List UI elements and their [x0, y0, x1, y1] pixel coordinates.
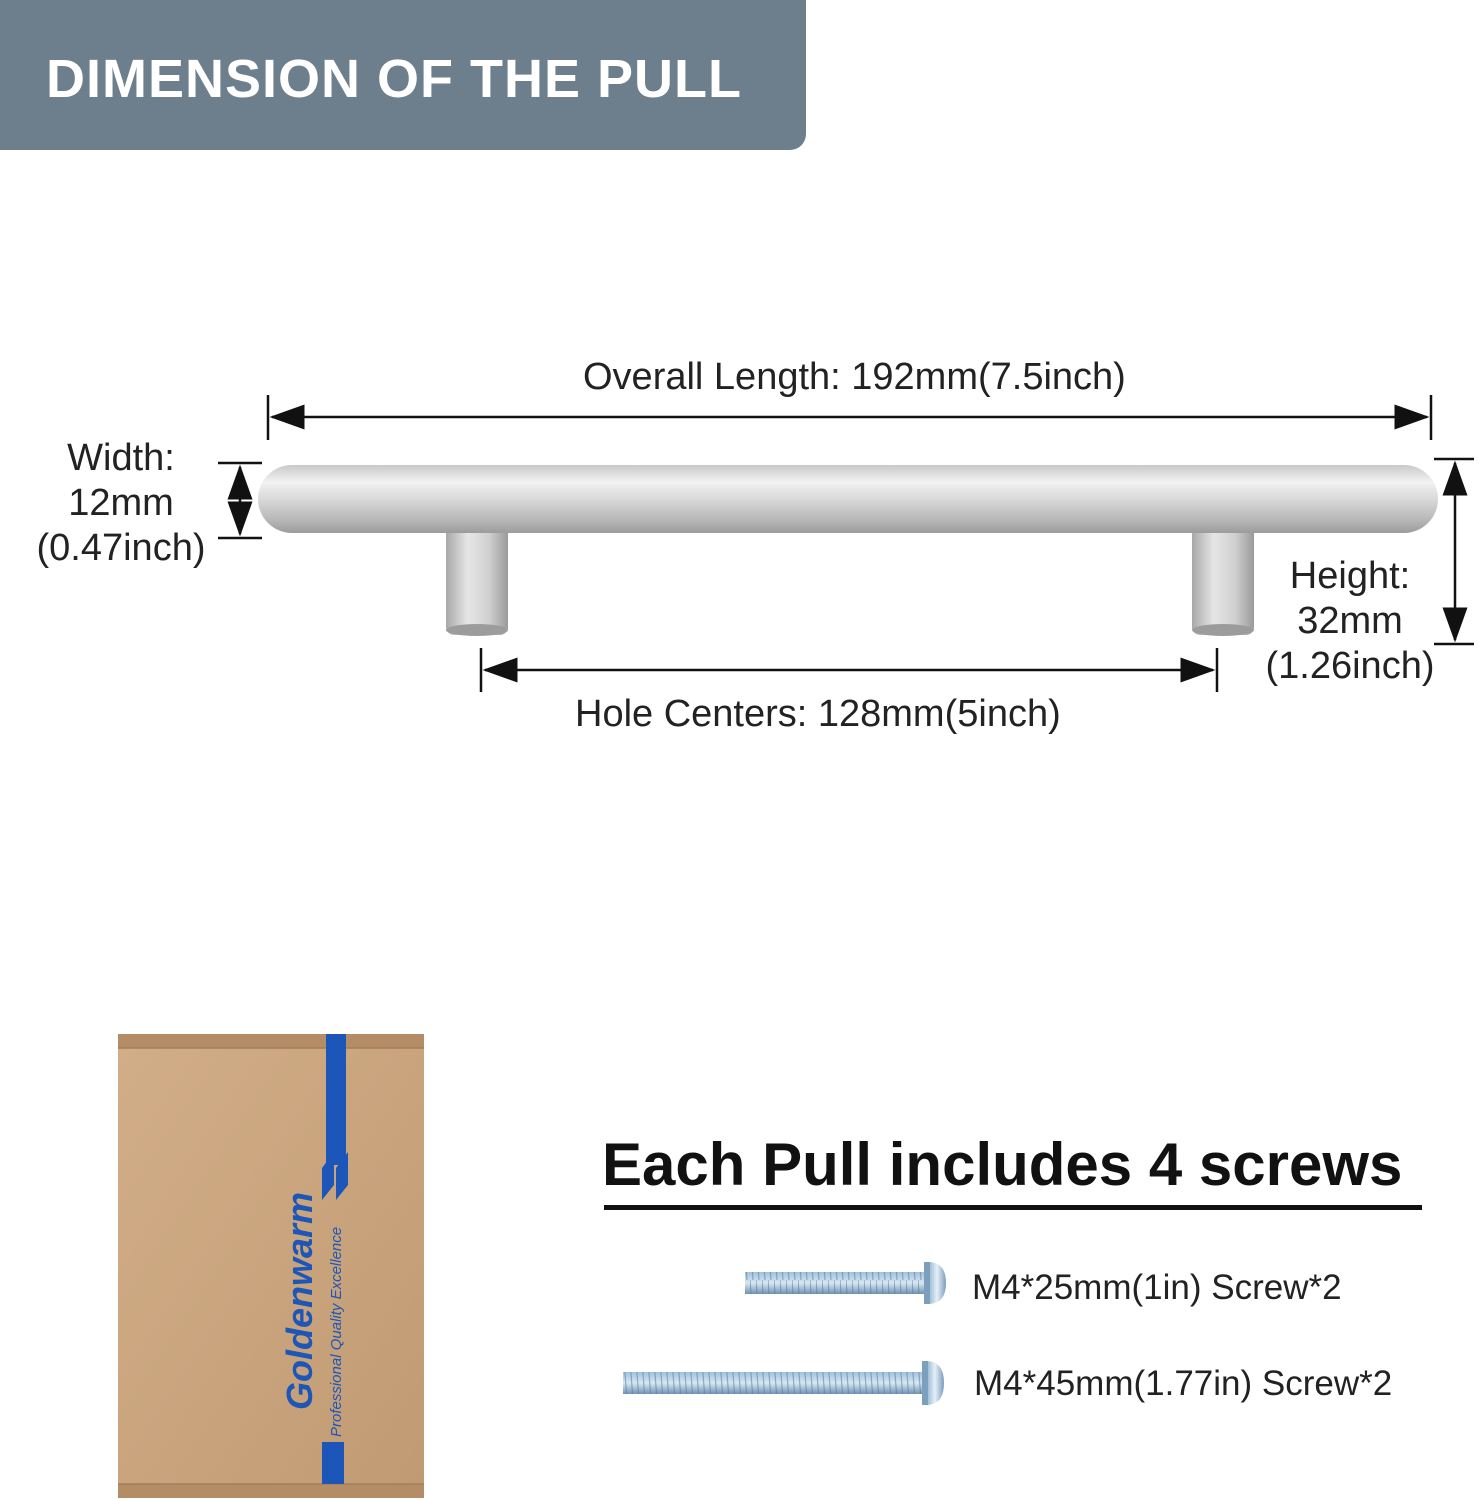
width-label-line: (0.47inch)	[36, 526, 206, 569]
width-label-line: Width:	[67, 437, 175, 479]
hole-centers-label: Hole Centers: 128mm(5inch)	[575, 693, 1061, 735]
screw-short-image	[745, 1262, 946, 1304]
cabinet-pull-image	[258, 465, 1438, 636]
overall-length-arrow	[268, 395, 1431, 440]
screw-long-image	[623, 1361, 944, 1405]
heading-underline	[604, 1205, 1422, 1210]
screw-short-label: M4*25mm(1in) Screw*2	[972, 1268, 1342, 1307]
brand-logo-text: Goldenwarm	[279, 1191, 320, 1410]
height-label	[1262, 554, 1438, 688]
height-label-line: (1.26inch)	[1265, 644, 1435, 687]
screw-long-label: M4*45mm(1.77in) Screw*2	[974, 1364, 1393, 1403]
overall-length-label: Overall Length: 192mm(7.5inch)	[583, 356, 1126, 398]
height-label-line: 32mm	[1297, 599, 1403, 642]
height-label-line: Height:	[1289, 555, 1411, 597]
packaging-box-image	[118, 1034, 424, 1498]
hole-centers-arrow	[481, 648, 1217, 692]
width-label-line: 12mm	[68, 481, 174, 524]
width-label	[30, 436, 212, 570]
page-title: DIMENSION OF THE PULL	[46, 49, 742, 109]
width-arrow	[218, 463, 262, 538]
brand-tagline: Professional Quality Excellence	[328, 1226, 345, 1437]
height-arrow	[1434, 459, 1474, 644]
screws-heading: Each Pull includes 4 screws	[602, 1131, 1403, 1198]
